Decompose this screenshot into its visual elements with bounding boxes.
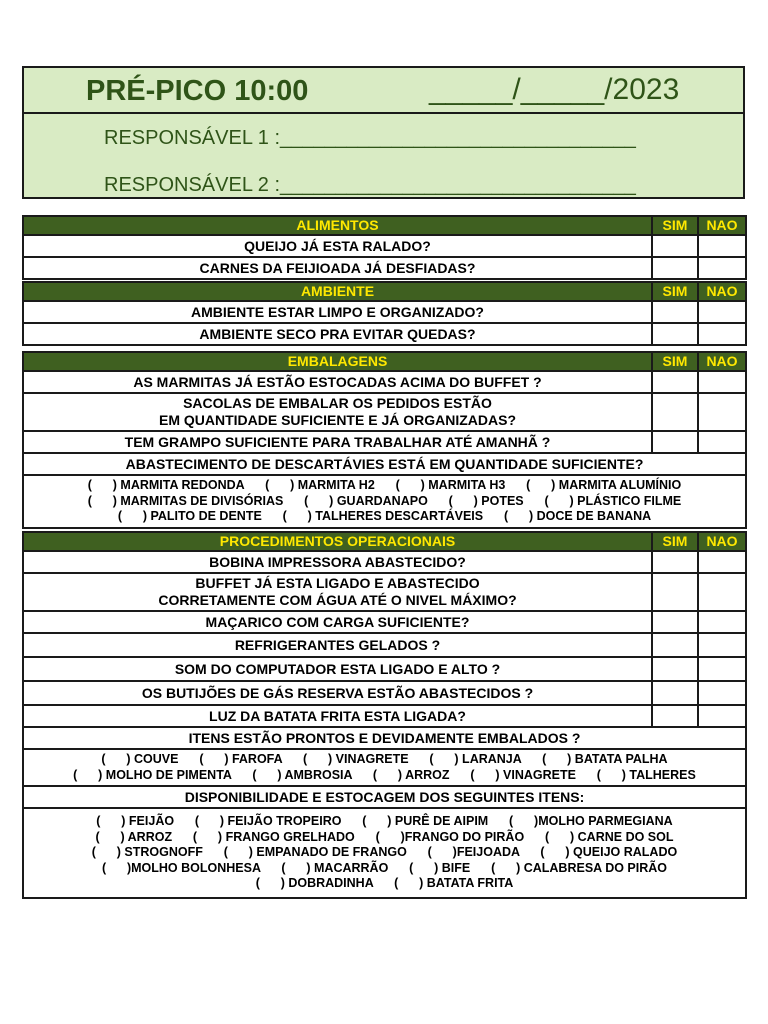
nao-checkbox[interactable] (698, 551, 746, 573)
ambiente-table (22, 281, 747, 346)
full-row (23, 727, 746, 749)
section-title: PROCEDIMENTOS OPERACIONAIS (23, 532, 652, 551)
checklist-row (23, 257, 746, 279)
nao-checkbox[interactable] (698, 611, 746, 633)
question-text (23, 573, 652, 611)
section-title: ALIMENTOS (23, 216, 652, 235)
responsavel-1-field[interactable]: RESPONSÁVEL 1 :________________________________ (104, 127, 636, 149)
nao-checkbox[interactable] (698, 657, 746, 681)
question-text: OS BUTIJÕES DE GÁS RESERVA ESTÃO ABASTECIDOS ? (23, 681, 652, 705)
section-header (23, 282, 746, 301)
sim-checkbox[interactable] (652, 431, 698, 453)
sim-checkbox[interactable] (652, 371, 698, 393)
question-text: AMBIENTE ESTAR LIMPO E ORGANIZADO? (23, 301, 652, 323)
date-field[interactable]: _____/_____/2023 (429, 73, 680, 106)
sim-checkbox[interactable] (652, 611, 698, 633)
options-row (23, 808, 746, 898)
checklist-row (23, 235, 746, 257)
descartaveis-options[interactable] (23, 475, 746, 528)
sim-header: SIM (652, 282, 698, 301)
sim-checkbox[interactable] (652, 301, 698, 323)
option-line: ( ) PALITO DE DENTE ( ) TALHERES DESCARTÁVEIS ( ) DOCE DE BANANA (117, 509, 652, 523)
sim-checkbox[interactable] (652, 573, 698, 611)
checklist-row (23, 611, 746, 633)
responsavel-2-field[interactable]: RESPONSÁVEL 2 :________________________________ (104, 174, 636, 196)
options-row (23, 749, 746, 786)
descartaveis-question: ABASTECIMENTO DE DESCARTÁVIES ESTÁ EM QUANTIDADE SUFICIENTE? (23, 453, 746, 475)
question-line: CORRETAMENTE COM ÁGUA ATÉ O NIVEL MÁXIMO? (158, 592, 517, 608)
nao-checkbox[interactable] (698, 633, 746, 657)
section-header (23, 532, 746, 551)
sim-header: SIM (652, 352, 698, 371)
sim-checkbox[interactable] (652, 393, 698, 431)
checklist-row (23, 323, 746, 345)
question-text: CARNES DA FEIJIOADA JÁ DESFIADAS? (23, 257, 652, 279)
checklist-row (23, 657, 746, 681)
nao-checkbox[interactable] (698, 705, 746, 727)
option-line: ( ) ARROZ ( ) FRANGO GRELHADO ( )FRANGO DO PIRÃO ( ) CARNE DO SOL (95, 829, 674, 844)
nao-header: NAO (698, 282, 746, 301)
disponibilidade-question: DISPONIBILIDADE E ESTOCAGEM DOS SEGUINTES ITENS: (23, 786, 746, 808)
question-line: BUFFET JÁ ESTA LIGADO E ABASTECIDO (195, 575, 480, 591)
checklist-row (23, 393, 746, 431)
checklist-row (23, 633, 746, 657)
alimentos-table (22, 215, 747, 280)
option-line: ( ) MARMITAS DE DIVISÓRIAS ( ) GUARDANAPO ( ) POTES ( ) PLÁSTICO FILME (87, 493, 682, 508)
section-title: EMBALAGENS (23, 352, 652, 371)
nao-header: NAO (698, 216, 746, 235)
question-text: QUEIJO JÁ ESTA RALADO? (23, 235, 652, 257)
sim-checkbox[interactable] (652, 705, 698, 727)
itens-question: ITENS ESTÃO PRONTOS E DEVIDAMENTE EMBALADOS ? (23, 727, 746, 749)
question-text (23, 393, 652, 431)
option-line: ( ) FEIJÃO ( ) FEIJÃO TROPEIRO ( ) PURÊ DE AIPIM ( )MOLHO PARMEGIANA (96, 814, 673, 828)
question-text: SOM DO COMPUTADOR ESTA LIGADO E ALTO ? (23, 657, 652, 681)
full-row (23, 786, 746, 808)
option-line: ( )MOLHO BOLONHESA ( ) MACARRÃO ( ) BIFE ( ) CALABRESA DO PIRÃO (101, 860, 668, 875)
sim-header: SIM (652, 216, 698, 235)
options-row (23, 475, 746, 528)
embalagens-table (22, 351, 747, 529)
checklist-row (23, 573, 746, 611)
option-line: ( ) COUVE ( ) FAROFA ( ) VINAGRETE ( ) LARANJA ( ) BATATA PALHA (101, 752, 668, 766)
nao-checkbox[interactable] (698, 235, 746, 257)
section-title: AMBIENTE (23, 282, 652, 301)
question-text: MAÇARICO COM CARGA SUFICIENTE? (23, 611, 652, 633)
nao-checkbox[interactable] (698, 681, 746, 705)
question-line: SACOLAS DE EMBALAR OS PEDIDOS ESTÃO (183, 395, 492, 411)
nao-checkbox[interactable] (698, 371, 746, 393)
question-text: LUZ DA BATATA FRITA ESTA LIGADA? (23, 705, 652, 727)
nao-checkbox[interactable] (698, 393, 746, 431)
nao-checkbox[interactable] (698, 323, 746, 345)
nao-checkbox[interactable] (698, 257, 746, 279)
option-line: ( ) DOBRADINHA ( ) BATATA FRITA (255, 876, 514, 890)
page-title: PRÉ-PICO 10:00 (86, 75, 309, 107)
full-row (23, 453, 746, 475)
question-line: EM QUANTIDADE SUFICIENTE E JÁ ORGANIZADAS? (158, 412, 516, 428)
checklist-header (22, 66, 745, 199)
sim-header: SIM (652, 532, 698, 551)
procedimentos-table (22, 531, 747, 899)
section-header (23, 352, 746, 371)
sim-checkbox[interactable] (652, 235, 698, 257)
sim-checkbox[interactable] (652, 257, 698, 279)
question-text: AS MARMITAS JÁ ESTÃO ESTOCADAS ACIMA DO BUFFET ? (23, 371, 652, 393)
question-text: TEM GRAMPO SUFICIENTE PARA TRABALHAR ATÉ AMANHÃ ? (23, 431, 652, 453)
option-line: ( ) STROGNOFF ( ) EMPANADO DE FRANGO ( )FEIJOADA ( ) QUEIJO RALADO (91, 845, 678, 859)
question-text: REFRIGERANTES GELADOS ? (23, 633, 652, 657)
option-line: ( ) MARMITA REDONDA ( ) MARMITA H2 ( ) MARMITA H3 ( ) MARMITA ALUMÍNIO (87, 478, 682, 492)
option-line: ( ) MOLHO DE PIMENTA ( ) AMBROSIA ( ) ARROZ ( ) VINAGRETE ( ) TALHERES (73, 767, 696, 782)
checklist-row (23, 551, 746, 573)
sim-checkbox[interactable] (652, 551, 698, 573)
sim-checkbox[interactable] (652, 323, 698, 345)
nao-header: NAO (698, 352, 746, 371)
question-text: BOBINA IMPRESSORA ABASTECIDO? (23, 551, 652, 573)
sim-checkbox[interactable] (652, 681, 698, 705)
disponibilidade-options[interactable] (23, 808, 746, 898)
checklist-row (23, 705, 746, 727)
nao-checkbox[interactable] (698, 301, 746, 323)
checklist-row (23, 681, 746, 705)
checklist-row (23, 301, 746, 323)
title-row (24, 68, 743, 114)
question-text: AMBIENTE SECO PRA EVITAR QUEDAS? (23, 323, 652, 345)
nao-checkbox[interactable] (698, 573, 746, 611)
sim-checkbox[interactable] (652, 657, 698, 681)
checklist-row (23, 431, 746, 453)
nao-header: NAO (698, 532, 746, 551)
itens-options[interactable] (23, 749, 746, 786)
checklist-row (23, 371, 746, 393)
sim-checkbox[interactable] (652, 633, 698, 657)
nao-checkbox[interactable] (698, 431, 746, 453)
section-header (23, 216, 746, 235)
